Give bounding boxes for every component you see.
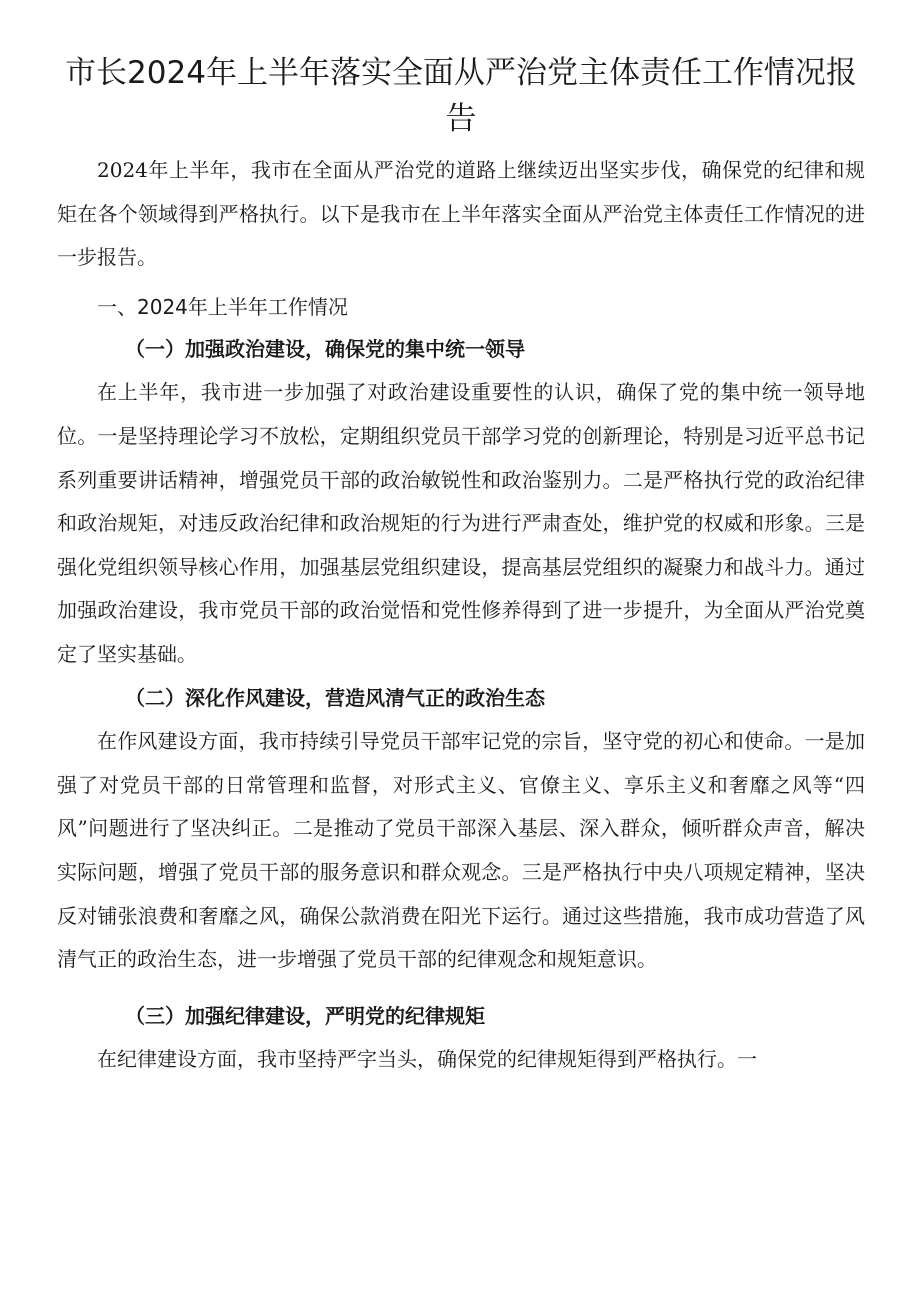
subsection-body-3: 在纪律建设方面，我市坚持严字当头，确保党的纪律规矩得到严格执行。一 (97, 1047, 757, 1072)
subsection-heading-3: （三）加强纪律建设，严明党的纪律规矩 (125, 1003, 485, 1028)
subsection-body-2: 在作风建设方面，我市持续引导党员干部牢记党的宗旨，坚守党的初心和使命。一是加强了对党员干部的日常管理和监督，对形式主义、官僚主义、享乐主义和奢靡之风等“四风”问题进行了坚决纠正。二是推动了党员干部深入基层、深入群众，倾听群众声音，解决实际问题，增强了党员干部的服务意识和群众观念。三是严格执行中央八项规定精神，坚决反对铺张浪费和奢靡之风，确保公款消费在阳光下运行。通过这些措施，我市成功营造了风清气正的政治生态，进一步增强了党员干部的纪律观念和规矩意识。 (57, 729, 865, 972)
intro-paragraph: 2024年上半年，我市在全面从严治党的道路上继续迈出坚实步伐，确保党的纪律和规矩在各个领域得到严格执行。以下是我市在上半年落实全面从严治党主体责任工作情况的进一步报告。 (57, 158, 865, 270)
section-heading: 一、2024年上半年工作情况 (97, 294, 348, 319)
subsection-heading-2: （二）深化作风建设，营造风清气正的政治生态 (125, 685, 545, 710)
document-title: 市长2024年上半年落实全面从严治党主体责任工作情况报告 (65, 55, 857, 137)
subsection-body-1: 在上半年，我市进一步加强了对政治建设重要性的认识，确保了党的集中统一领导地位。一是坚持理论学习不放松，定期组织党员干部学习党的创新理论，特别是习近平总书记系列重要讲话精神，增强党员干部的政治敏锐性和政治鉴别力。二是严格执行党的政治纪律和政治规矩，对违反政治纪律和政治规矩的行为进行严肃查处，维护党的权威和形象。三是强化党组织领导核心作用，加强基层党组织建设，提高基层党组织的凝聚力和战斗力。通过加强政治建设，我市党员干部的政治觉悟和党性修养得到了进一步提升，为全面从严治党奠定了坚实基础。 (57, 380, 865, 666)
subsection-heading-1: （一）加强政治建设，确保党的集中统一领导 (125, 336, 525, 361)
document-page (57, 50, 865, 1082)
